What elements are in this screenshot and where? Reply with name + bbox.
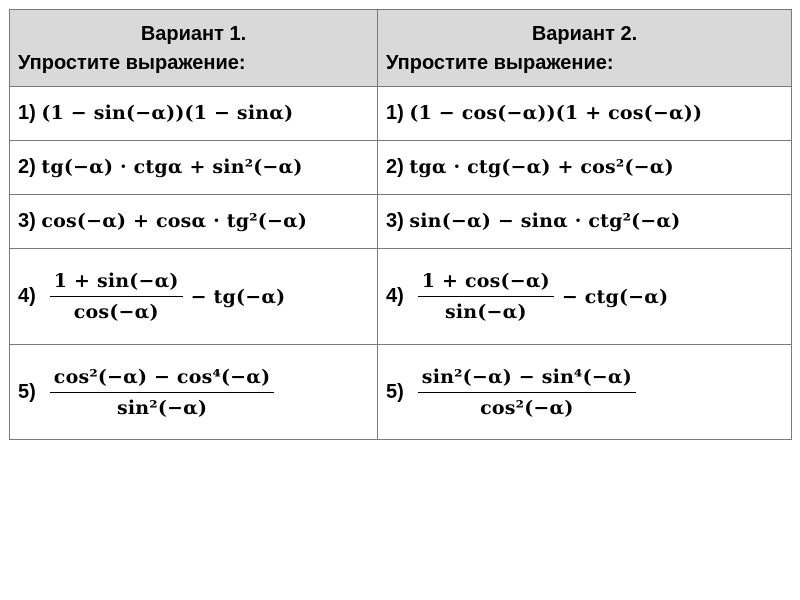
task-label: 4) <box>18 285 36 307</box>
fraction <box>50 270 183 323</box>
fraction <box>418 270 554 323</box>
task-4-variant-2 <box>378 249 792 345</box>
task-2-variant-2 <box>378 141 792 195</box>
variant-1-title: Вариант 1. <box>140 23 247 45</box>
variant-2-header <box>378 10 792 87</box>
task-label: 5) <box>386 380 404 403</box>
exercise-table <box>9 9 792 440</box>
task-label: 5) <box>18 380 36 403</box>
task-label: 4) <box>386 285 404 307</box>
task-row-4 <box>10 249 792 345</box>
fraction-numerator: 1 + sin(−α) <box>50 270 183 297</box>
task-label: 3) <box>386 210 404 232</box>
task-5-variant-1 <box>10 345 378 440</box>
task-5-variant-2 <box>378 345 792 440</box>
task-row-5 <box>10 345 792 440</box>
task-expression: tgα · ctg(−α) + cos²(−α) <box>409 156 674 178</box>
fraction-numerator: 1 + cos(−α) <box>418 270 554 297</box>
fraction-denominator: sin(−α) <box>444 301 527 323</box>
task-3-variant-2 <box>378 195 792 249</box>
fraction-numerator: cos²(−α) − cos⁴(−α) <box>50 366 275 393</box>
task-row-1 <box>10 87 792 141</box>
variant-1-header <box>10 10 378 87</box>
variant-1-instruction: Упростите выражение: <box>18 52 246 74</box>
fraction <box>418 366 636 419</box>
fraction-denominator: cos²(−α) <box>480 396 574 419</box>
variant-2-title: Вариант 2. <box>531 23 638 45</box>
task-expression-tail: − tg(−α) <box>190 285 286 308</box>
task-label: 2) <box>386 156 404 178</box>
task-2-variant-1 <box>10 141 378 195</box>
task-expression: (1 − sin(−α))(1 − sinα) <box>41 102 294 124</box>
task-expression: (1 − cos(−α))(1 + cos(−α)) <box>409 102 703 124</box>
task-3-variant-1 <box>10 195 378 249</box>
task-label: 1) <box>386 102 404 124</box>
task-label: 1) <box>18 102 36 124</box>
task-expression: sin(−α) − sinα · ctg²(−α) <box>409 210 681 232</box>
task-label: 2) <box>18 156 36 178</box>
task-4-variant-1 <box>10 249 378 345</box>
task-row-3 <box>10 195 792 249</box>
fraction-denominator: cos(−α) <box>73 301 159 323</box>
task-row-2 <box>10 141 792 195</box>
variant-2-instruction: Упростите выражение: <box>386 52 614 74</box>
fraction-denominator: sin²(−α) <box>116 396 208 419</box>
task-label: 3) <box>18 210 36 232</box>
fraction-numerator: sin²(−α) − sin⁴(−α) <box>418 366 636 393</box>
task-expression: tg(−α) · ctgα + sin²(−α) <box>41 156 303 178</box>
task-expression-tail: − ctg(−α) <box>561 285 669 308</box>
task-1-variant-1 <box>10 87 378 141</box>
task-1-variant-2 <box>378 87 792 141</box>
header-row <box>10 10 792 87</box>
task-expression: cos(−α) + cosα · tg²(−α) <box>41 210 308 232</box>
fraction <box>50 366 275 419</box>
